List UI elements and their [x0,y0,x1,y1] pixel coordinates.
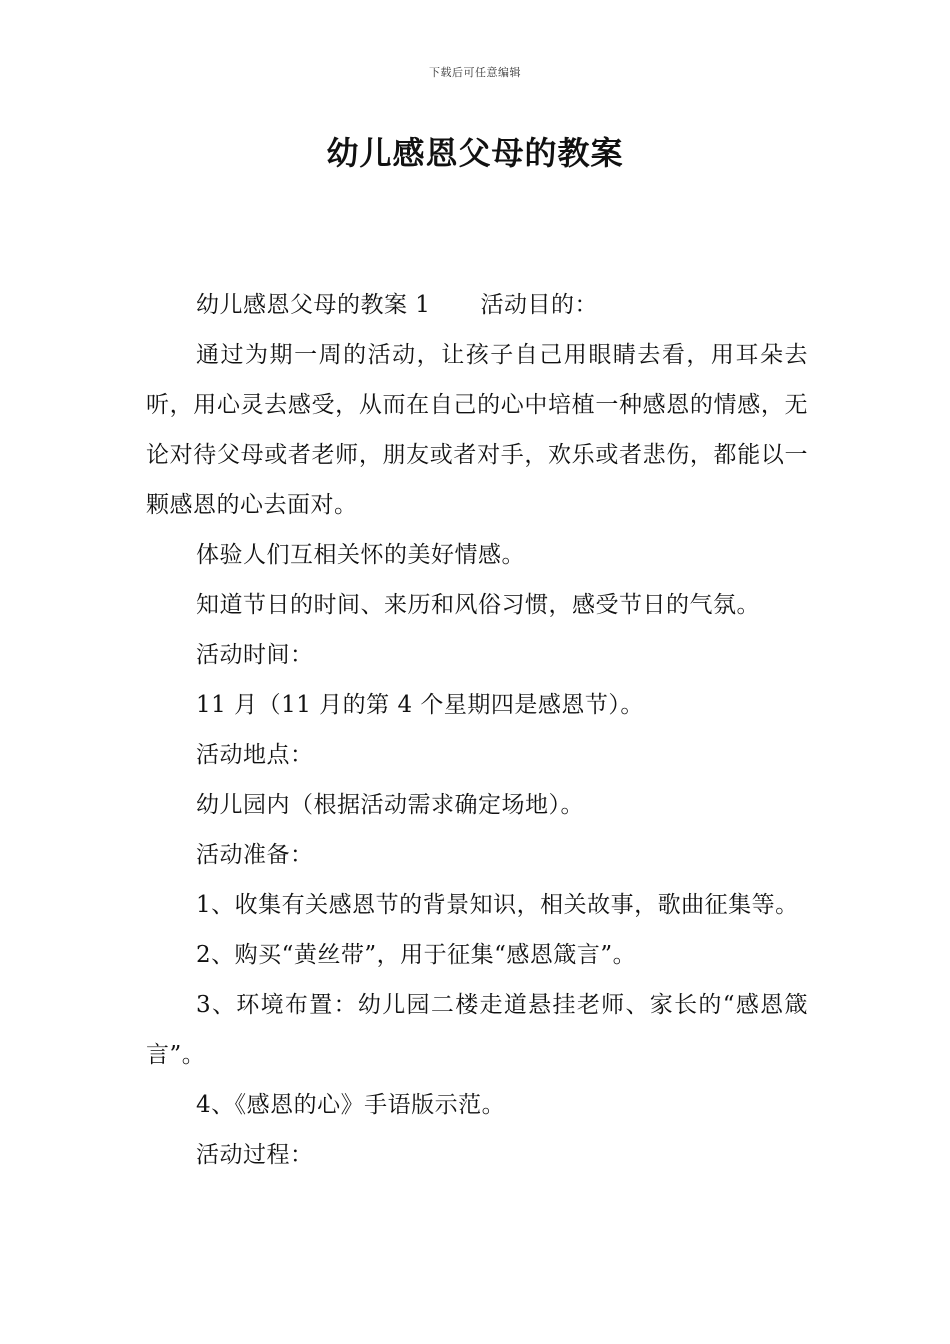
preparation-item-2: 2、购买“黄丝带”，用于征集“感恩箴言”。 [196,942,637,968]
paragraph-goals: 通过为期一周的活动，让孩子自己用眼睛去看，用耳朵去听，用心灵去感受，从而在自己的心中培植一种感恩的情感，无论对待父母或者老师，朋友或者对手，欢乐或者悲伤，都能以一颗感恩的心去面对。 [146,342,808,518]
intro-line [146,280,808,330]
preparation-item-1: 1、收集有关感恩节的背景知识，相关故事，歌曲征集等。 [196,892,799,918]
lesson-heading: 幼儿感恩父母的教案 1 [196,292,431,318]
header-note: 下载后可任意编辑 [429,66,521,79]
paragraph-time: 11 月（11 月的第 4 个星期四是感恩节）。 [196,692,644,718]
section-heading-time: 活动时间： [196,642,314,668]
section-heading-preparation: 活动准备： [196,842,314,868]
section-heading-location: 活动地点： [196,742,314,768]
paragraph-location: 幼儿园内（根据活动需求确定场地）。 [196,792,584,818]
section-heading-process: 活动过程： [196,1142,314,1168]
paragraph-knowledge: 知道节日的时间、来历和风俗习惯，感受节日的气氛。 [196,592,760,618]
preparation-item-4: 4、《感恩的心》手语版示范。 [196,1092,506,1118]
paragraph-experience: 体验人们互相关怀的美好情感。 [196,542,525,568]
section-heading-goals: 活动目的： [480,292,598,318]
document-title: 幼儿感恩父母的教案 [326,134,624,172]
document-body [146,280,808,1180]
preparation-item-3: 3、环境布置：幼儿园二楼走道悬挂老师、家长的“感恩箴言”。 [146,992,808,1068]
